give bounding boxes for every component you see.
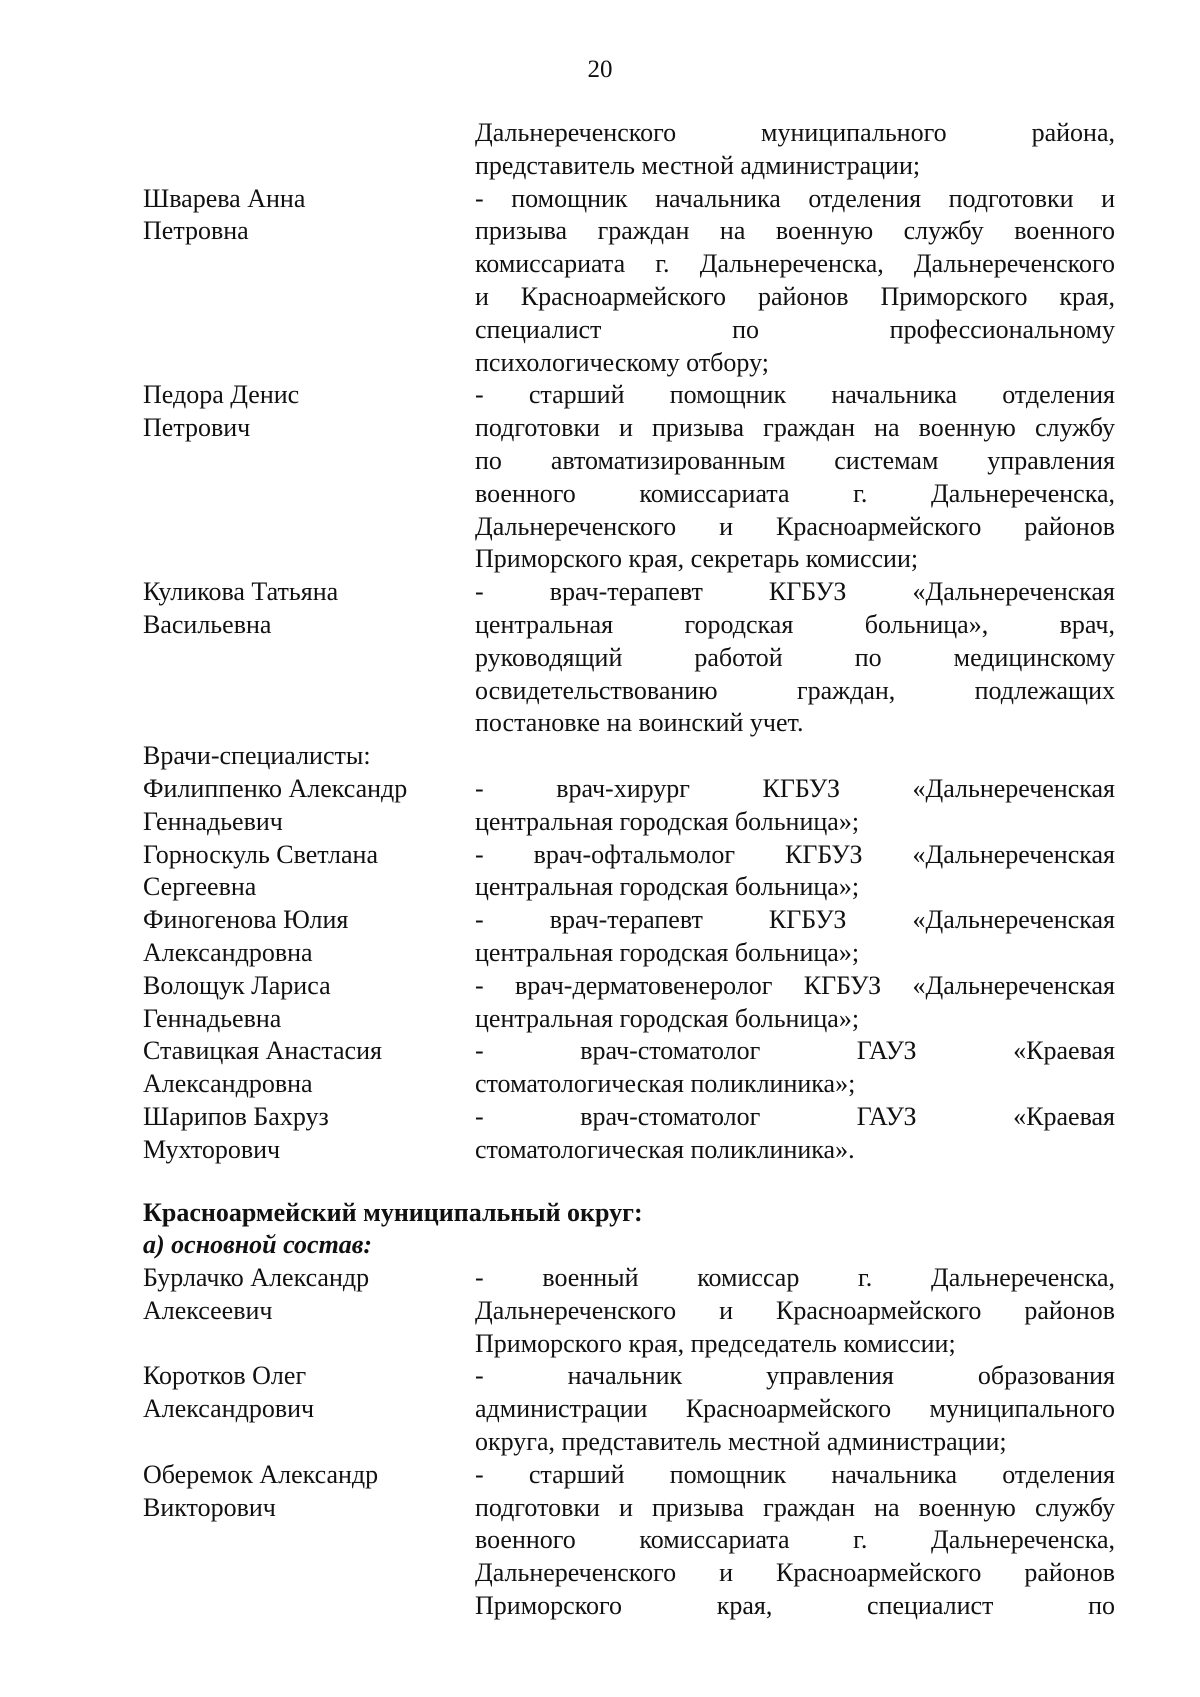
section-heading: Красноармейский муниципальный округ: <box>143 1197 643 1227</box>
specialist-description <box>475 1101 1115 1167</box>
name-line: Шварева Анна <box>143 183 306 213</box>
name-line: Александровна <box>143 937 313 967</box>
member-description <box>475 1360 1115 1458</box>
member-description <box>475 183 1115 380</box>
specialist-description <box>475 1035 1115 1101</box>
description-line: - врач-хирург КГБУЗ «Дальнереченская <box>475 773 1115 803</box>
specialist-description <box>475 839 1115 905</box>
description-line: Дальнереченского муниципального района, <box>475 118 1115 147</box>
description-line: - начальник управления образования <box>475 1361 1115 1391</box>
section-subheading: а) основной состав: <box>143 1230 373 1260</box>
entry-description <box>475 117 1115 183</box>
description-line: - врач-стоматолог ГАУЗ «Краевая <box>475 1036 1115 1066</box>
specialist-name <box>143 904 475 970</box>
specialist-entry <box>143 773 1115 839</box>
member-description <box>475 576 1115 740</box>
specialist-entry <box>143 904 1115 970</box>
specialist-entry <box>143 1101 1115 1167</box>
description-line: стоматологическая поликлиника»; <box>475 1069 856 1099</box>
description-line: центральная городская больница»; <box>475 872 860 902</box>
description-line: Приморского края, специалист по <box>475 1591 1115 1621</box>
name-line: Викторович <box>143 1492 276 1522</box>
member-name <box>143 379 475 576</box>
member-name <box>143 183 475 380</box>
name-line: Педора Денис <box>143 380 300 410</box>
specialist-entry <box>143 1035 1115 1101</box>
member-name <box>143 1459 475 1623</box>
name-line: Куликова Татьяна <box>143 577 339 607</box>
member-entry <box>143 1360 1115 1458</box>
description-line: подготовки и призыва граждан на военную службу <box>475 1492 1115 1522</box>
description-line: представитель местной администрации; <box>475 150 921 180</box>
description-line: освидетельствованию граждан, подлежащих <box>475 675 1115 705</box>
section-spacer <box>143 1167 1115 1197</box>
description-line: военного комиссариата г. Дальнереченска, <box>475 478 1115 508</box>
name-line: Коротков Олег <box>143 1361 307 1391</box>
description-line: центральная городская больница»; <box>475 937 860 967</box>
name-line: Геннадьевна <box>143 1003 282 1033</box>
description-line: центральная городская больница»; <box>475 1003 860 1033</box>
description-line: призыва граждан на военную службу военного <box>475 216 1115 246</box>
continuation-entry <box>143 117 1115 183</box>
description-line: комиссариата г. Дальнереченска, Дальнереченского <box>475 249 1115 279</box>
member-description <box>475 1262 1115 1360</box>
member-name <box>143 1360 475 1458</box>
document-body <box>143 117 1115 1623</box>
member-entry <box>143 183 1115 380</box>
member-entry <box>143 1459 1115 1623</box>
specialist-description <box>475 904 1115 970</box>
name-line: Васильевна <box>143 609 272 639</box>
name-line: Сергеевна <box>143 872 257 902</box>
name-line: Петровна <box>143 216 249 246</box>
description-line: центральная городская больница», врач, <box>475 609 1115 639</box>
description-line: округа, представитель местной администрации; <box>475 1427 1007 1457</box>
description-line: - помощник начальника отделения подготовки и <box>475 183 1115 213</box>
description-line: - военный комиссар г. Дальнереченска, <box>475 1263 1115 1293</box>
specialist-entry <box>143 970 1115 1036</box>
specialist-name <box>143 839 475 905</box>
member-name <box>143 1262 475 1360</box>
description-line: и Красноармейского районов Приморского края, <box>475 281 1115 311</box>
description-line: - врач-офтальмолог КГБУЗ «Дальнереченская <box>475 839 1115 869</box>
name-line: Оберемок Александр <box>143 1459 379 1489</box>
description-line: Дальнереченского и Красноармейского районов <box>475 1295 1115 1325</box>
name-line: Филиппенко Александр <box>143 773 408 803</box>
specialist-name <box>143 773 475 839</box>
description-line: по автоматизированным системам управления <box>475 445 1115 475</box>
description-line: военного комиссариата г. Дальнереченска, <box>475 1525 1115 1555</box>
description-line: - врач-терапевт КГБУЗ «Дальнереченская <box>475 577 1115 607</box>
description-line: Дальнереченского и Красноармейского районов <box>475 511 1115 541</box>
member-description <box>475 379 1115 576</box>
member-description <box>475 1459 1115 1623</box>
specialist-entry <box>143 839 1115 905</box>
name-line: Александровна <box>143 1069 313 1099</box>
description-line: - врач-дерматовенеролог КГБУЗ «Дальнереченская <box>475 970 1115 1000</box>
member-name <box>143 576 475 740</box>
description-line: Приморского края, председатель комиссии; <box>475 1328 956 1358</box>
description-line: - старший помощник начальника отделения <box>475 1459 1115 1489</box>
name-line: Александрович <box>143 1394 315 1424</box>
name-line: Бурлачко Александр <box>143 1263 370 1293</box>
name-line: Волощук Лариса <box>143 970 331 1000</box>
description-line: центральная городская больница»; <box>475 806 860 836</box>
description-line: администрации Красноармейского муниципального <box>475 1394 1115 1424</box>
name-line: Мухторович <box>143 1134 281 1164</box>
specialist-name <box>143 1035 475 1101</box>
description-line: специалист по профессиональному <box>475 314 1115 344</box>
description-line: подготовки и призыва граждан на военную службу <box>475 413 1115 443</box>
description-line: психологическому отбору; <box>475 347 769 377</box>
page-number: 20 <box>587 56 613 83</box>
name-line: Алексеевич <box>143 1295 273 1325</box>
name-line: Ставицкая Анастасия <box>143 1036 382 1066</box>
description-line: - врач-терапевт КГБУЗ «Дальнереченская <box>475 905 1115 935</box>
specialists-label: Врачи-специалисты: <box>143 741 371 771</box>
member-entry <box>143 379 1115 576</box>
description-line: постановке на воинский учет. <box>475 708 804 738</box>
name-line: Петрович <box>143 413 251 443</box>
description-line: - врач-стоматолог ГАУЗ «Краевая <box>475 1101 1115 1131</box>
description-line: Приморского края, секретарь комиссии; <box>475 544 919 574</box>
description-line: - старший помощник начальника отделения <box>475 380 1115 410</box>
name-line: Геннадьевич <box>143 806 283 836</box>
specialist-name <box>143 970 475 1036</box>
specialist-description <box>475 970 1115 1036</box>
name-line: Финогенова Юлия <box>143 905 349 935</box>
name-line: Горноскуль Светлана <box>143 839 378 869</box>
member-entry <box>143 576 1115 740</box>
entry-name <box>143 117 475 183</box>
name-line: Шарипов Бахруз <box>143 1101 329 1131</box>
description-line: руководящий работой по медицинскому <box>475 642 1115 672</box>
description-line: Дальнереченского и Красноармейского районов <box>475 1558 1115 1588</box>
specialist-name <box>143 1101 475 1167</box>
member-entry <box>143 1262 1115 1360</box>
description-line: стоматологическая поликлиника». <box>475 1134 855 1164</box>
specialist-description <box>475 773 1115 839</box>
